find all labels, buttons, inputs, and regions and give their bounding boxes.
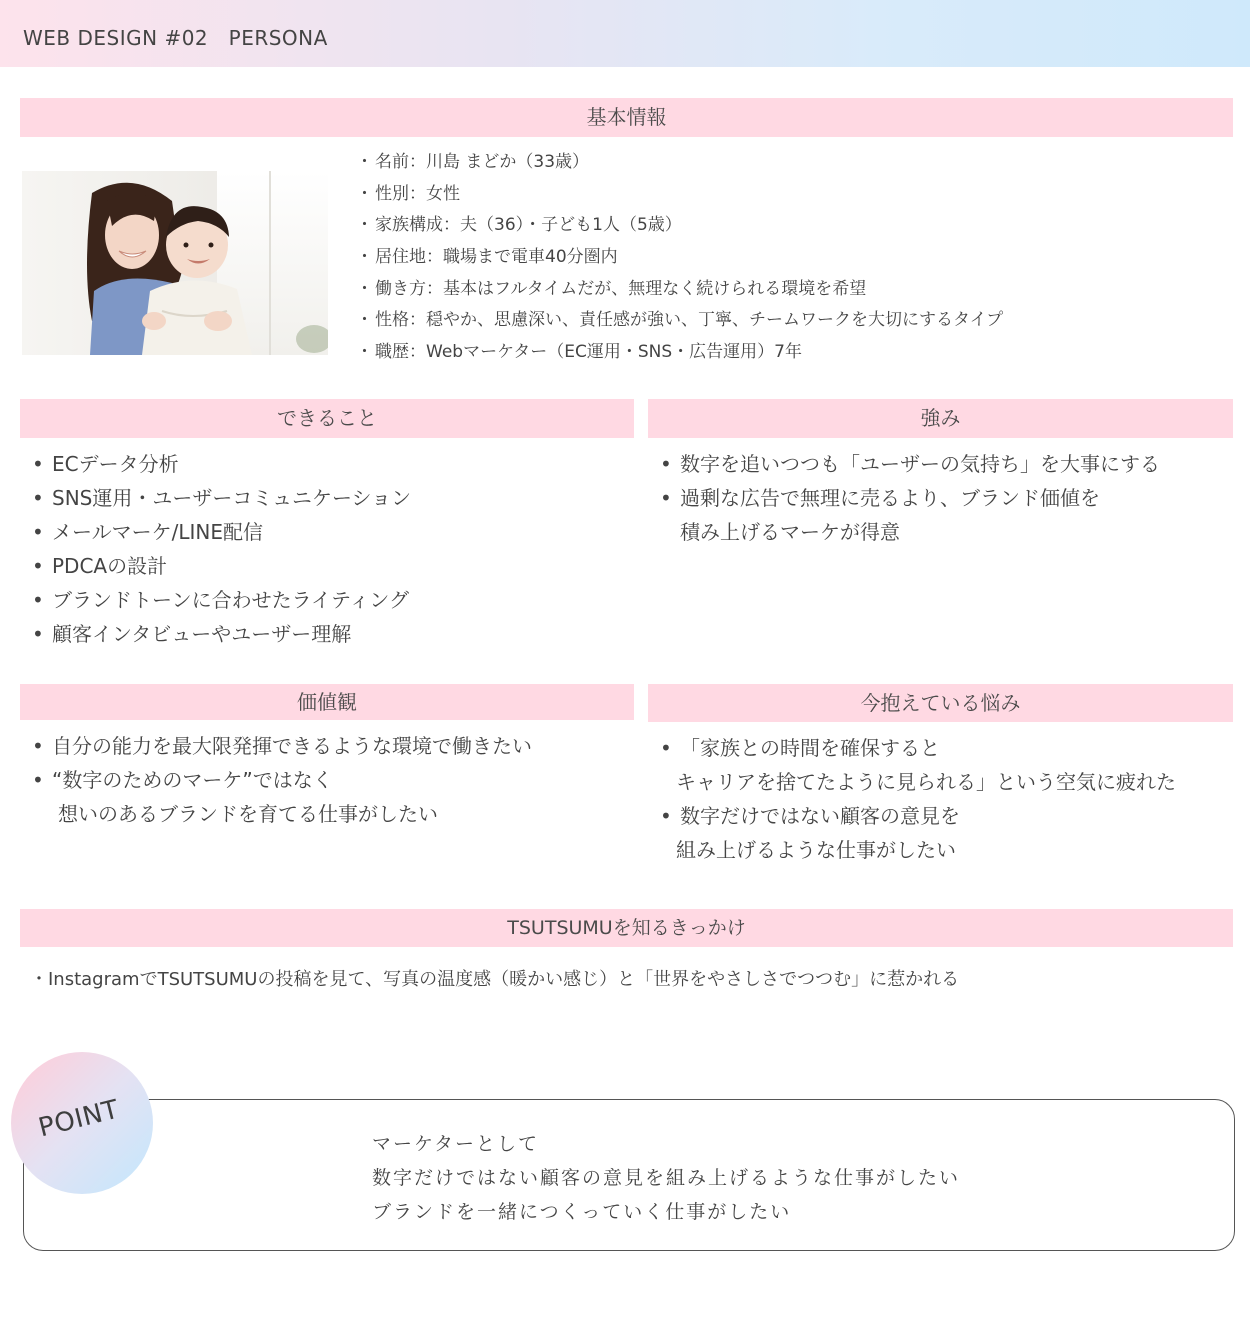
list-item: • メールマーケ/LINE配信 bbox=[30, 515, 411, 549]
list-item: • 過剰な広告で無理に売るより、ブランド価値を 積み上げるマーケが得意 bbox=[658, 481, 1160, 549]
skills-list bbox=[30, 447, 411, 651]
trigger-heading bbox=[20, 909, 1233, 947]
info-personality: ・ 性格：穏やか、思慮深い、責任感が強い、丁寧、チームワークを大切にするタイプ bbox=[356, 308, 1003, 340]
values-heading bbox=[20, 684, 634, 720]
worries-heading bbox=[648, 684, 1233, 722]
bullet-icon: • bbox=[32, 768, 44, 792]
strengths-heading bbox=[648, 399, 1233, 438]
skills-heading bbox=[20, 399, 634, 438]
bullet-icon: • bbox=[32, 452, 44, 476]
page-header bbox=[0, 0, 1250, 67]
info-gender: ・ 性別：女性 bbox=[356, 182, 1003, 214]
basic-info-heading-text: 基本情報 bbox=[586, 105, 667, 129]
trigger-heading-text: TSUTSUMUを知るきっかけ bbox=[507, 917, 746, 939]
skills-heading-text: できること bbox=[277, 406, 377, 430]
bullet-icon: • bbox=[660, 804, 672, 828]
list-item: • PDCAの設計 bbox=[30, 549, 411, 583]
list-item: • 数字を追いつつも「ユーザーの気持ち」を大事にする bbox=[658, 447, 1160, 481]
info-family: ・ 家族構成：夫（36）・子ども1人（5歳） bbox=[356, 213, 1003, 245]
point-text bbox=[372, 1127, 960, 1229]
list-item: • 数字だけではない顧客の意見を 組み上げるような仕事がしたい bbox=[658, 799, 1176, 867]
point-line: マーケターとして bbox=[372, 1133, 540, 1155]
values-list bbox=[30, 729, 532, 831]
point-badge bbox=[11, 1052, 153, 1194]
list-item: • ブランドトーンに合わせたライティング bbox=[30, 583, 411, 617]
bullet-icon: • bbox=[32, 486, 44, 510]
point-line: 数字だけではない顧客の意見を組み上げるような仕事がしたい bbox=[372, 1167, 961, 1189]
bullet-icon: • bbox=[32, 588, 44, 612]
values-heading-text: 価値観 bbox=[297, 690, 357, 714]
info-name: ・ 名前：川島 まどか（33歳） bbox=[356, 150, 1003, 182]
list-item: • SNS運用・ユーザーコミュニケーション bbox=[30, 481, 411, 515]
info-residence: ・ 居住地：職場まで電車40分圏内 bbox=[356, 245, 1003, 277]
basic-info-list bbox=[356, 150, 1003, 372]
strengths-list bbox=[658, 447, 1160, 549]
bullet-icon: • bbox=[32, 734, 44, 758]
bullet-icon: • bbox=[660, 736, 672, 760]
bullet-icon: • bbox=[660, 452, 672, 476]
strengths-heading-text: 強み bbox=[920, 406, 961, 430]
info-career: ・ 職歴：Webマーケター（EC運用・SNS・広告運用）7年 bbox=[356, 340, 1003, 372]
bullet-icon: • bbox=[32, 622, 44, 646]
mother-child-illustration bbox=[22, 171, 328, 355]
list-item: • 自分の能力を最大限発揮できるような環境で働きたい bbox=[30, 729, 532, 763]
list-item: • 顧客インタビューやユーザー理解 bbox=[30, 617, 411, 651]
bullet-icon: • bbox=[660, 486, 672, 510]
trigger-text: ・InstagramでTSUTSUMUの投稿を見て、写真の温度感（暖かい感じ）と「世界をやさしさでつつむ」に惹かれる bbox=[30, 969, 960, 990]
basic-info-heading bbox=[20, 98, 1233, 137]
point-line: ブランドを一緒につくっていく仕事がしたい bbox=[372, 1201, 792, 1223]
worries-heading-text: 今抱えている悩み bbox=[860, 691, 1021, 715]
bullet-icon: • bbox=[32, 554, 44, 578]
page-title: WEB DESIGN #02 PERSONA bbox=[23, 26, 328, 50]
point-badge-label: POINT bbox=[35, 1094, 123, 1144]
worries-list bbox=[658, 731, 1176, 867]
bullet-icon: • bbox=[32, 520, 44, 544]
list-item: • 「家族との時間を確保すると キャリアを捨てたように見られる」という空気に疲れた bbox=[658, 731, 1176, 799]
list-item: • ECデータ分析 bbox=[30, 447, 411, 481]
persona-photo bbox=[22, 171, 328, 355]
list-item: • “数字のためのマーケ”ではなく 想いのあるブランドを育てる仕事がしたい bbox=[30, 763, 532, 831]
info-work-style: ・ 働き方：基本はフルタイムだが、無理なく続けられる環境を希望 bbox=[356, 277, 1003, 309]
